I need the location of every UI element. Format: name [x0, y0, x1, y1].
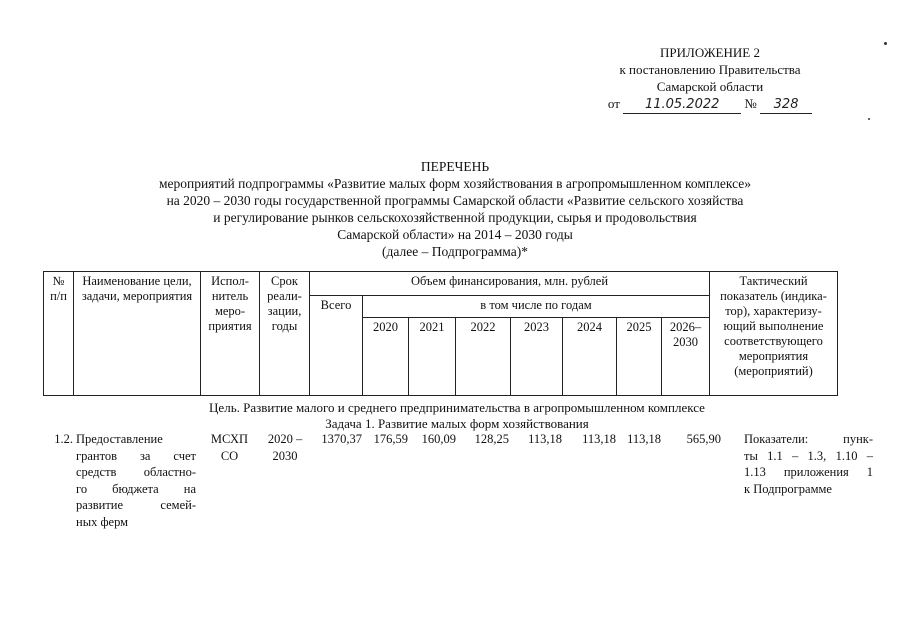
title-line-4: Самарской области» на 2014 – 2030 годы: [337, 227, 573, 242]
number-prefix: №: [744, 96, 757, 111]
header-total: Всего: [310, 296, 363, 396]
row-indicator: [744, 431, 873, 497]
row-executor-line: СО: [220, 448, 239, 463]
goal-line: Цель. Развитие малого и среднего предпринимательства в агропромышленном комплексе: [209, 400, 705, 415]
date-prefix: от: [607, 96, 620, 111]
row-value-2022: 128,25: [474, 432, 509, 446]
header-year-2025: 2025: [617, 318, 662, 396]
header-name: Наименование цели, задачи, мероприятия: [74, 272, 201, 396]
row-value-2020: 176,59: [373, 432, 408, 446]
appendix-date-line: [575, 95, 845, 114]
row-executor-line: МСХП: [210, 432, 249, 446]
row-name-line: го бюджета на: [76, 481, 196, 496]
title-line-5: (далее – Подпрограмма)*: [382, 244, 528, 259]
row-total: 1370,37: [321, 432, 362, 446]
row-name-line: Предоставление: [76, 432, 163, 446]
row-name-line: средств областно-: [76, 465, 196, 479]
header-num: № п/п: [44, 272, 74, 396]
header-executor: Испол-нитель меро-приятия: [201, 272, 260, 396]
appendix-line-resolution: к постановлению Правительства: [619, 62, 801, 77]
handwritten-date: 11.05.2022: [623, 96, 741, 114]
scan-speck: [884, 42, 887, 45]
title-line-1: мероприятий подпрограммы «Развитие малых форм хозяйствования в агропромышленном комплексе»: [158, 176, 751, 191]
handwritten-number: 328: [760, 96, 812, 114]
appendix-line-region: Самарской области: [656, 79, 764, 94]
header-year-2020: 2020: [363, 318, 409, 396]
header-term: Срок реали-зации, годы: [260, 272, 310, 396]
row-value-2025: 113,18: [627, 432, 661, 446]
row-term-line: 2020 –: [267, 432, 303, 446]
scan-speck: [868, 118, 870, 120]
row-indicator-line: к Подпрограмме: [744, 481, 832, 496]
row-executor: [200, 431, 259, 464]
header-year-2024: 2024: [563, 318, 617, 396]
header-year-2022: 2022: [456, 318, 511, 396]
row-value-2024: 113,18: [582, 432, 616, 446]
header-year-2026-2030: 2026–2030: [662, 318, 710, 396]
title-line-3: и регулирование рынков сельскохозяйственной продукции, сырья и продовольствия: [213, 210, 697, 225]
document-title-block: [40, 158, 870, 260]
title-line-2: на 2020 – 2030 годы государственной программы Самарской области «Развитие сельского хозяйства: [166, 193, 744, 208]
row-value-2023: 113,18: [528, 432, 562, 446]
row-indicator-line: ты 1.1 – 1.3, 1.10 –: [744, 448, 873, 463]
appendix-title: ПРИЛОЖЕНИЕ 2: [660, 45, 760, 60]
row-name: [76, 431, 196, 530]
task-line: Задача 1. Развитие малых форм хозяйствования: [325, 416, 589, 431]
row-term-line: 2030: [272, 448, 298, 463]
header-by-years: в том числе по годам: [363, 296, 710, 318]
row-name-line: грантов за счет: [76, 448, 196, 463]
header-year-2023: 2023: [511, 318, 563, 396]
header-funding: Объем финансирования, млн. рублей: [310, 272, 710, 296]
table-row: [43, 431, 871, 541]
row-name-line: ных ферм: [76, 514, 129, 529]
row-name-line: развитие семей-: [76, 498, 196, 512]
row-num: 1.2.: [54, 432, 73, 446]
goal-task-block: [43, 400, 871, 432]
appendix-header: [575, 44, 845, 114]
row-value-2026-2030: 565,90: [686, 432, 721, 446]
row-indicator-line: Показатели: пунк-: [744, 432, 873, 446]
header-year-2021: 2021: [409, 318, 456, 396]
funding-table-header: [43, 271, 838, 396]
document-heading: ПЕРЕЧЕНЬ: [420, 159, 490, 174]
header-indicator: Тактический показатель (индика-тор), характеризу-ющий выполнение соответствующего мероприятия (мероприятий): [710, 272, 838, 396]
row-value-2021: 160,09: [421, 432, 456, 446]
row-term: [259, 431, 311, 464]
row-indicator-line: 1.13 приложения 1: [744, 465, 873, 479]
